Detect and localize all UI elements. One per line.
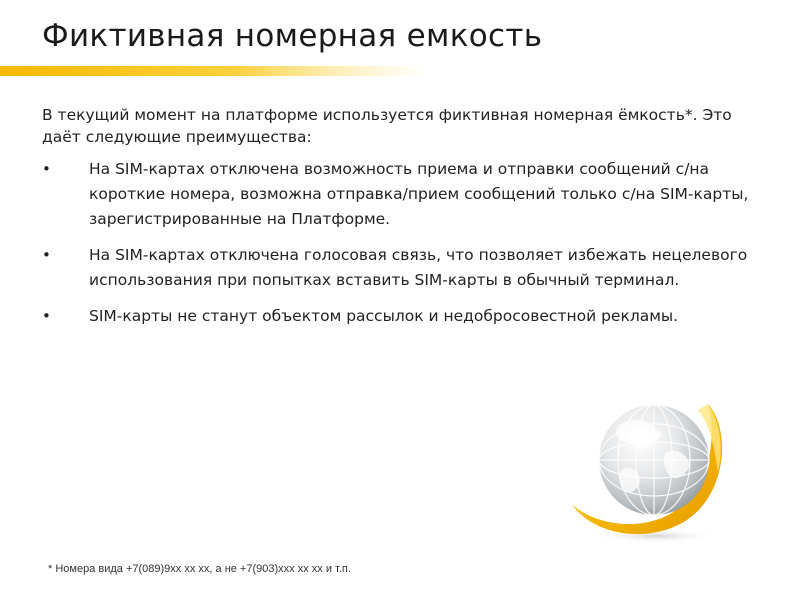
intro-paragraph: В текущий момент на платформе используется фиктивная номерная ёмкость*. Это даёт следующие преимущества:: [42, 106, 732, 146]
footnote: * Номера вида +7(089)9хх хх хх, а не +7(903)ххх хх хх и т.п.: [48, 563, 351, 575]
list-item: [42, 157, 762, 232]
bullet-marker: •: [42, 246, 51, 264]
bullet-marker: •: [42, 307, 51, 325]
list-item: [42, 243, 762, 293]
bullet-text: На SIM-картах отключена возможность приема и отправки сообщений с/на короткие номера, возможна отправка/прием сообщений только с/на SIM-карты, зарегистрированные на Платформе.: [89, 160, 749, 228]
title-underline-bar: [0, 66, 430, 76]
page-title: Фиктивная номерная емкость: [42, 18, 543, 54]
globe-with-yellow-swoosh-icon: [558, 392, 730, 544]
bullet-text: На SIM-картах отключена голосовая связь, что позволяет избежать нецелевого использования при попытках вставить SIM-карты в обычный терминал.: [89, 246, 748, 289]
bullet-text: SIM-карты не станут объектом рассылок и недобросовестной рекламы.: [89, 307, 679, 325]
list-item: [42, 304, 762, 329]
bullet-marker: •: [42, 160, 51, 178]
bullet-list: [42, 157, 762, 340]
